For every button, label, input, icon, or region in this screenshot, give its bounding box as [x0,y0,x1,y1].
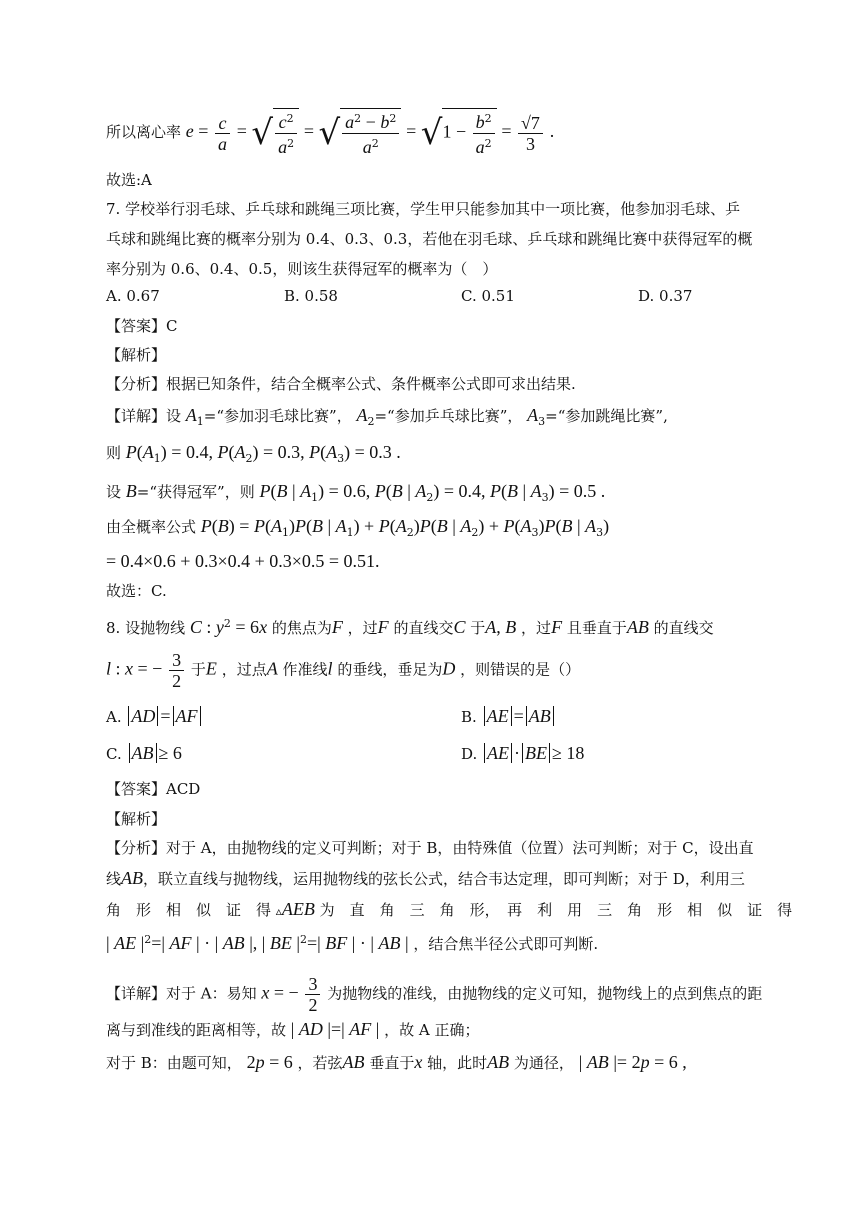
q8-analysis-1: 【分析】对于 A，由抛物线的定义可判断；对于 B，由特殊值（位置）法可判断；对于 C，设出直 [106,839,754,857]
frac-c-a: $\frac{c}{a}$ [215,113,230,154]
q8-detail-1: 【详解】对于 A：易知 x = − $\frac{3}{2}$ 为抛物线的准线，由抛物线的定义可知，抛物线上的点到焦点的距 [106,974,763,1015]
q8-analysis-3: 角 形 相 似 证 得 ▵AEB 为 直 角 三 角 形， 再 利 用 三 角 形 相 似 证 得 [106,899,793,919]
q7-option-a: A. 0.67 [106,287,160,305]
q8-analysis-title: 【解析】 [106,810,167,828]
q8-stem-2: l : x = − $\frac{3}{2}$ 于E ，过点A 作准线l 的垂线，垂足为D ，则错误的是（） [106,650,581,691]
q7-option-b: B. 0.58 [284,287,338,305]
q8-stem-1: 8. 设抛物线 C : $y^2 = 6x$ 的焦点为F ，过F 的直线交C 于A, B ，过F 且垂直于AB 的直线交 [106,617,714,637]
q7-analysis-title: 【解析】 [106,346,167,364]
q7-option-d: D. 0.37 [638,287,693,305]
q7-total-probability: 由全概率公式 $P(B) = P(A_1)P(B$ | $A_1) + P(A_2)P(B$ | $A_2) + P(A_3)P(B$ | $A_3$) [106,516,610,539]
q8-analysis-2: 线AB，联立直线与抛物线，运用抛物线的弦长公式，结合韦达定理，即可判断；对于 D，利用三 [106,868,745,888]
frac-sqrt7-3: $\frac{√7}{3}$ [518,113,543,154]
q8-analysis-4: | AE $|^2=|$ AF | · | AB |, | BE $|^2=|$ BF | · | AB | ，结合焦半径公式即可判断. [106,933,599,953]
eccentricity-line: 所以离心率 e = $\frac{c}{a}$ = √ $\frac{c^2}{a^2}$ = √ $\frac{a^2 - b^2}{a^2}$ = √1 − $\frac{b^2}{a^2}$ = $\frac{√7}{3}$ . [106,108,554,158]
q7-option-c: C. 0.51 [461,287,515,305]
q8-option-d: D. AE · BE ≥ 18 [461,743,585,763]
q8-option-c: C. AB ≥ 6 [106,743,182,763]
q7-probabilities: 则 $P(A_1) = 0.4$, $P(A_2) = 0.3$, $P(A_3) = 0.3$ . [106,442,401,465]
q8-detail-2: 离与到准线的距离相等，故 | AD |=| AF | ，故 A 正确； [106,1019,480,1039]
q7-answer: 【答案】C [106,317,178,335]
q7-stem-1: 7. 学校举行羽毛球、乒乓球和跳绳三项比赛，学生甲只能参加其中一项比赛，他参加羽毛球、乒 [106,200,741,218]
sqrt-1-b2-a2: √1 − $\frac{b^2}{a^2}$ [421,108,497,158]
q7-stem-3: 率分别为 0.6、0.4、0.5，则该生获得冠军的概率为（ ） [106,260,498,278]
q8-option-b: B. AE = AB [461,706,556,727]
q7-calculation: = 0.4×0.6 + 0.3×0.4 + 0.3×0.5 = 0.51. [106,551,380,571]
q8-detail-3: 对于 B：由题可知， 2p = 6 ，若弦AB 垂直于x 轴，此时AB 为通径， | AB |= 2p = 6 , [106,1052,687,1072]
q8-option-a: A. AD = AF [106,706,203,727]
q7-analysis: 【分析】根据已知条件，结合全概率公式、条件概率公式即可求出结果. [106,375,576,393]
answer-a: 故选:A [106,171,152,189]
q7-stem-2: 乓球和跳绳比赛的概率分别为 0.4、0.3、0.3，若他在羽毛球、乒乓球和跳绳比赛中获得冠军的概 [106,230,753,248]
q7-conditional: 设 B=“获得冠军”，则 P(B | $A_1) = 0.6$, P(B | $A_2) = 0.4$, P(B | $A_3) = 0.5$ . [106,481,606,504]
q8-answer: 【答案】ACD [106,780,201,798]
q7-choose: 故选：C. [106,582,167,600]
sqrt-c2-a2: √ $\frac{c^2}{a^2}$ [251,108,299,158]
sqrt-a2-b2: √ $\frac{a^2 - b^2}{a^2}$ [319,108,402,158]
q7-detail-events: 【详解】设 $A_1=“$参加羽毛球比赛”， $A_2=“$参加乒乓球比赛”， $A_3=“$参加跳绳比赛”, [106,405,668,428]
ecc-prefix: 所以离心率 [106,123,182,141]
